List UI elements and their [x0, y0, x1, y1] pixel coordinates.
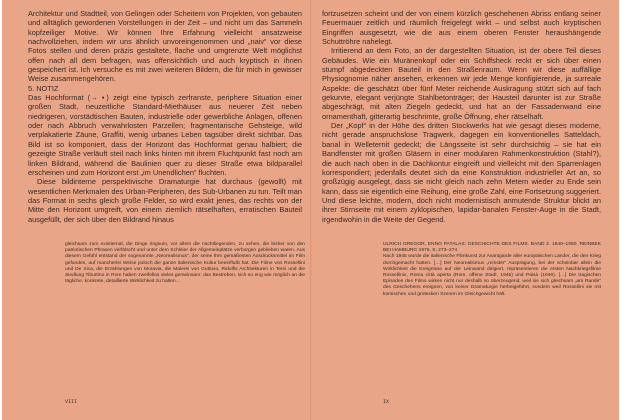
left-main-text — [28, 9, 302, 224]
citation-quote: Nach 1945 wurde die italienische Filmkunst zur Avantgarde aller europäischen Länder, die den Krieg durchgemacht hatten. […] Der Neorealismus „reinster“ Ausprägung, bei der scheinbar allein die Wirklichkeit die Ereignisse auf der Leinwand dirigiert, repräsentieren die ersten Nachkriegsfilme Rossellinis, Roma città aperta (Rom, offene Stadt, 1945) und Paisà (1946). […] Die tragischen Episoden des Films wirken nicht nur deshalb so überzeugend, weil sie sich gleichsam „am Rande“ des Geschehens ereignen, von keiner Dramaturgie herbeigeführt, sondern weil Rossellini sie mit komischen und grotesken Szenen im Gleichgewicht hält. — [383, 254, 601, 297]
left-page — [2, 0, 311, 420]
left-paragraph-dramaturgie: Diese bildinterne perspektivische Dramaturgie hat durchaus (gewollt) mit wesentlichen Merkmalen des Urban-Peripheren, des Sub-Urbanen zu tun. Teilt man das Format in sechs gleich große Felder, so wird exakt jenes, das rechts von der Mitte den Horizont umgreift, von einem ziemlich rätselhaften, erratischen Bauteil ausgefüllt, der sich über den Bildrand hinaus — [28, 177, 302, 224]
right-page — [312, 0, 621, 420]
left-page-number: VIII — [65, 399, 78, 405]
right-paragraph-kopf: Der „Kopf“ in der Höhe des dritten Stockwerks hat wie gesagt dieses moderne, nicht gerade anspruchslose Tragwerk, dagegen ein konventionelles Satteldach, banal in Welleternit gedeckt; die Längsseite ist sehr durchsichtig – sie hat ein Bandfenster mit großen Gläsern in einer modularen Rahmenkonstruktion (Stahl?), die auch nach oben in die Dachkontur eingreift und vielleicht mit den Sparrenlagen korrespondiert; jedenfalls deutet sich da eine Konstruktion industrieller Art an, so großzügig ausgelegt, dass sie nicht gleich nach zehn Metern wieder zu Ende sein kann, dass sie eigentlich eine Reihung, eine große Zahl, eine Fortsetzung suggeriert. Und diese leichte, modern, doch nicht modernistisch anmutende Struktur blickt an ihrer Stirnseite mit einem zyklopischen, lapidar-banalen Fenster-Auge in die Stadt, irgendwohin in die Weite der Gegend. — [322, 121, 601, 224]
right-paragraph-irritierend: Irritierend an dem Foto, an der dargestellten Situation, ist der obere Teil dieses Gebäudes. Wie ein Muränenkopf oder ein Schiffsheck reckt er sich über einen stumpf abgedeckten Bauteil in den Straßenraum. Wenn wir diese auffällige Physiognomie näher ansehen, erkennen wir jede Menge konfigierende, ja surreale Aspekte: die geschätzt über fünf Meter reichende Auskragung stützt sich auf fach gekurvte, elegant verjüngte Stahlbetonträger; der Hausteil darunter ist zur Straße abgeschrägt, mit alten Ziegeln gedeckt, und hat an der Fassadenwand eine ornamenthaft, gitterartig beschrimte, große Öffnung, eher rätselhaft. — [322, 46, 601, 121]
right-page-number: IX — [383, 399, 390, 405]
citation-source: ULRICH GREGOR, ENNO PATALAS: GESCHICHTE DES FILMS. BAND 2. 1940–1960. REINBEK BEI HAMBURG 1976, S. 273–274 — [383, 242, 601, 254]
left-paragraph-hochformat: Das Hochformat (→ ▪) zeigt eine typisch zerfranste, periphere Situation einer großen Stadt, neuzeitliche Standard-Miethäuser aus neuerer Zeit neben niedrigeren, vorstädtischen Bauten, industrielle oder gewerbliche Anlagen, offenen oder nach Abbruch verwahrlosten Parzellen; fragmentarische Gehsteige, wild verplakatierte Zäune, Graffiti, wenig urbanes Leben tagsüber direkt sichtbar. Das Bild ist so komponiert, dass der Horizont das Hochformat genau halbiert; die gezeigte Straße verläuft steil nach links hinten mit ihrem Fluchtpunkt fast noch am linken Bildrand, während die Baulinien quer zu dieser Straße etwa bildparallel erscheinen und zum Horizont erst „im Unendlichen“ fluchten. — [28, 93, 302, 177]
right-paragraph-continuation: fortzusetzen scheint und der von einem kürzlich geschehenen Abriss entlang seiner Feuermauer zeitlich und räumlich freigelegt wirkt – und selbst auch kryptischen Eingriffen ausgesetzt, wie die aus einem oberen Fenster heraushängende Schuttröhre nahelegt. — [322, 9, 601, 47]
book-spread — [2, 0, 619, 420]
left-paragraph-intro: Architektur und Stadtteil, von Gelingen oder Scheitern von Projekten, von gebauten und alltäglich gewordenen Vorstellungen in der Zeit – und nicht um das Sammeln kopfzeiliger Motive. Wir können Ihre Erfahrung vielleicht ansatzweise nachvollziehen, indem wir uns ähnlich unvoreingenommen und „naiv“ vor diese Fotos stellen und deren präzis gestaltete, flache und umgrenzte Welt möglichst offen nach all dem befragen, was offensichtlich und auch kryptisch in ihnen gespeichert ist. Ich versuche es mit zwei weiteren Bildern, die für mich in gewisser Weise zusammengehören. — [28, 9, 302, 84]
right-sidenote — [383, 242, 601, 298]
right-main-text — [322, 9, 601, 224]
section-heading: 5. NOTIZ — [28, 83, 59, 93]
left-footnote: gleichsam zum existiernal, die Dinge ringsum, vor allem die nüchtliegenden, zu sehen, die bisher von den patriotischen Phrasen verfälscht und unter dem Schleier der Allgemeinplätze verborgen geblieben waren. Aus diesem Gefühl entstand der sogenannte „Neorealismus“, der seine Ihm gemäßesten Ausdrucksmittel im Film gefunden, auf mancherlei Weise jedoch die ganze italienische Kultur beeinflußt hat. Die Filme von Rossellini und De Sica, die Erzählungen von Moravia, die Malerei von Guttuso, Ridolfis Architekturen in Terni und die Siedlung Tiburtino in Rom haben zweifellos vieles gemeinsam: das Bestreben, sich so eng wie möglich an die tägliche, konkrete, detaillierte Wirklichkeit zu halten… — [65, 242, 305, 285]
